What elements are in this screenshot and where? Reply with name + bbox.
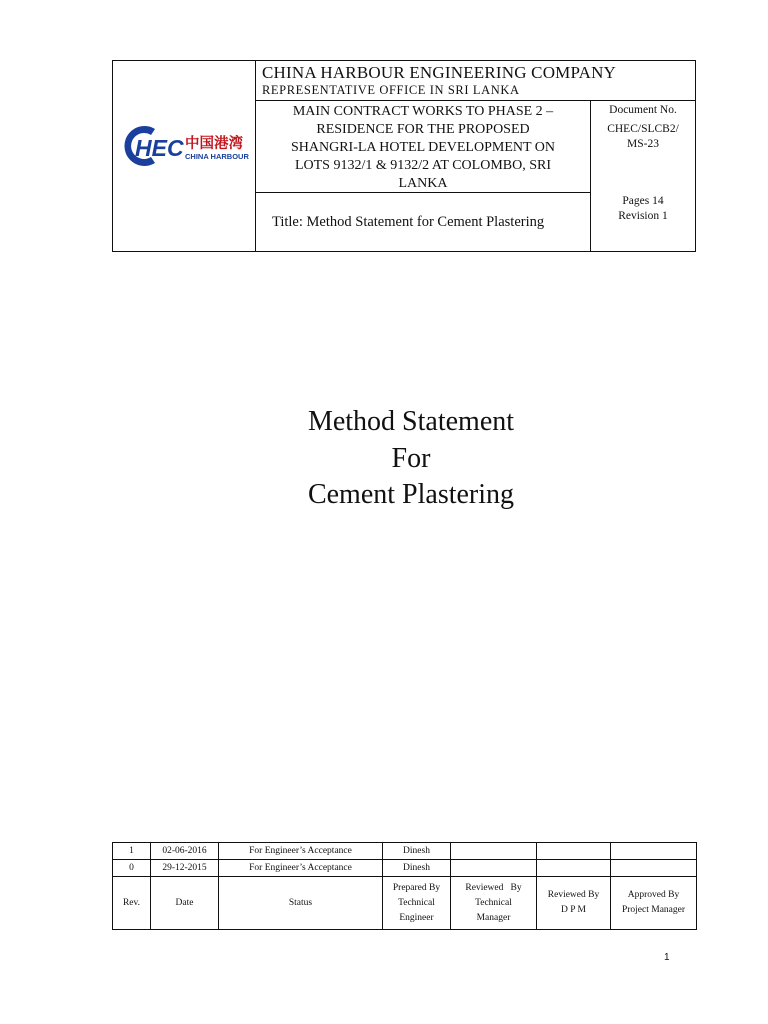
page-number: 1 [664,952,670,963]
document-no-label: Document No. [609,104,677,116]
header-reviewed-role: Manager [476,912,511,923]
document-no-value: MS-23 [627,138,659,150]
header-prepared-label: Prepared By [392,882,441,893]
project-line: RESIDENCE FOR THE PROPOSED [316,122,530,137]
rev-cell: 1 [113,843,151,860]
header-approved-by [611,877,697,930]
status-cell: For Engineer’s Acceptance [219,843,383,860]
approved-cell [611,843,697,860]
chec-logo [121,123,251,169]
revision-number: Revision 1 [618,210,668,222]
document-number-cell [591,101,695,253]
header-reviewed-label: Reviewed By [465,882,522,893]
logo-chinese: 中国港湾 [185,136,243,152]
header-reviewed-by-technical [451,877,537,930]
header-reviewed-role: Technical [475,897,512,908]
logo-cell [113,61,256,251]
header-prepared-role: Technical [398,897,435,908]
document-header [112,60,696,252]
table-row [113,860,697,877]
reviewed-cell [451,843,537,860]
date-cell: 29-12-2015 [151,860,219,877]
header-approved-role: Project Manager [621,905,686,915]
company-row [256,61,695,101]
header-rev: Rev. [113,877,151,930]
header-reviewed-role: D P M [561,905,586,915]
header-reviewed-by-dpm [537,877,611,930]
company-name: CHINA HARBOUR ENGINEERING COMPANY [262,63,617,82]
table-row [113,843,697,860]
main-title-line: For [391,442,431,474]
main-title [0,404,768,514]
revision-table [112,842,697,930]
document-no-value: CHEC/SLCB2/ [607,123,679,135]
header-reviewed-label: Reviewed By [547,890,600,900]
document-title: Title: Method Statement for Cement Plastering [256,193,591,251]
reviewed-cell [537,860,611,877]
main-title-line: Cement Plastering [307,479,515,510]
reviewed-cell [537,843,611,860]
status-cell: For Engineer’s Acceptance [219,860,383,877]
rev-cell: 0 [113,860,151,877]
header-prepared-role: Engineer [399,912,434,923]
main-title-line: Method Statement [307,406,515,437]
logo-mark: HEC [135,135,184,161]
page-count: Pages 14 [622,195,664,207]
reviewed-cell [451,860,537,877]
prepared-cell: Dinesh [383,843,451,860]
pages-revision [591,194,695,224]
header-prepared-by [383,877,451,930]
header-approved-label: Approved By [627,890,680,900]
date-cell: 02-06-2016 [151,843,219,860]
project-line: MAIN CONTRACT WORKS TO PHASE 2 – [292,104,554,119]
project-line: LANKA [398,176,448,191]
project-line: SHANGRI-LA HOTEL DEVELOPMENT ON [290,140,556,155]
header-status: Status [219,877,383,930]
header-date: Date [151,877,219,930]
prepared-cell: Dinesh [383,860,451,877]
office-name: REPRESENTATIVE OFFICE IN SRI LANKA [262,83,520,97]
table-header-row [113,877,697,930]
approved-cell [611,860,697,877]
project-line: LOTS 9132/1 & 9132/2 AT COLOMBO, SRI [294,158,552,173]
logo-subtext: CHINA HARBOUR [185,152,249,161]
project-description [256,101,591,193]
